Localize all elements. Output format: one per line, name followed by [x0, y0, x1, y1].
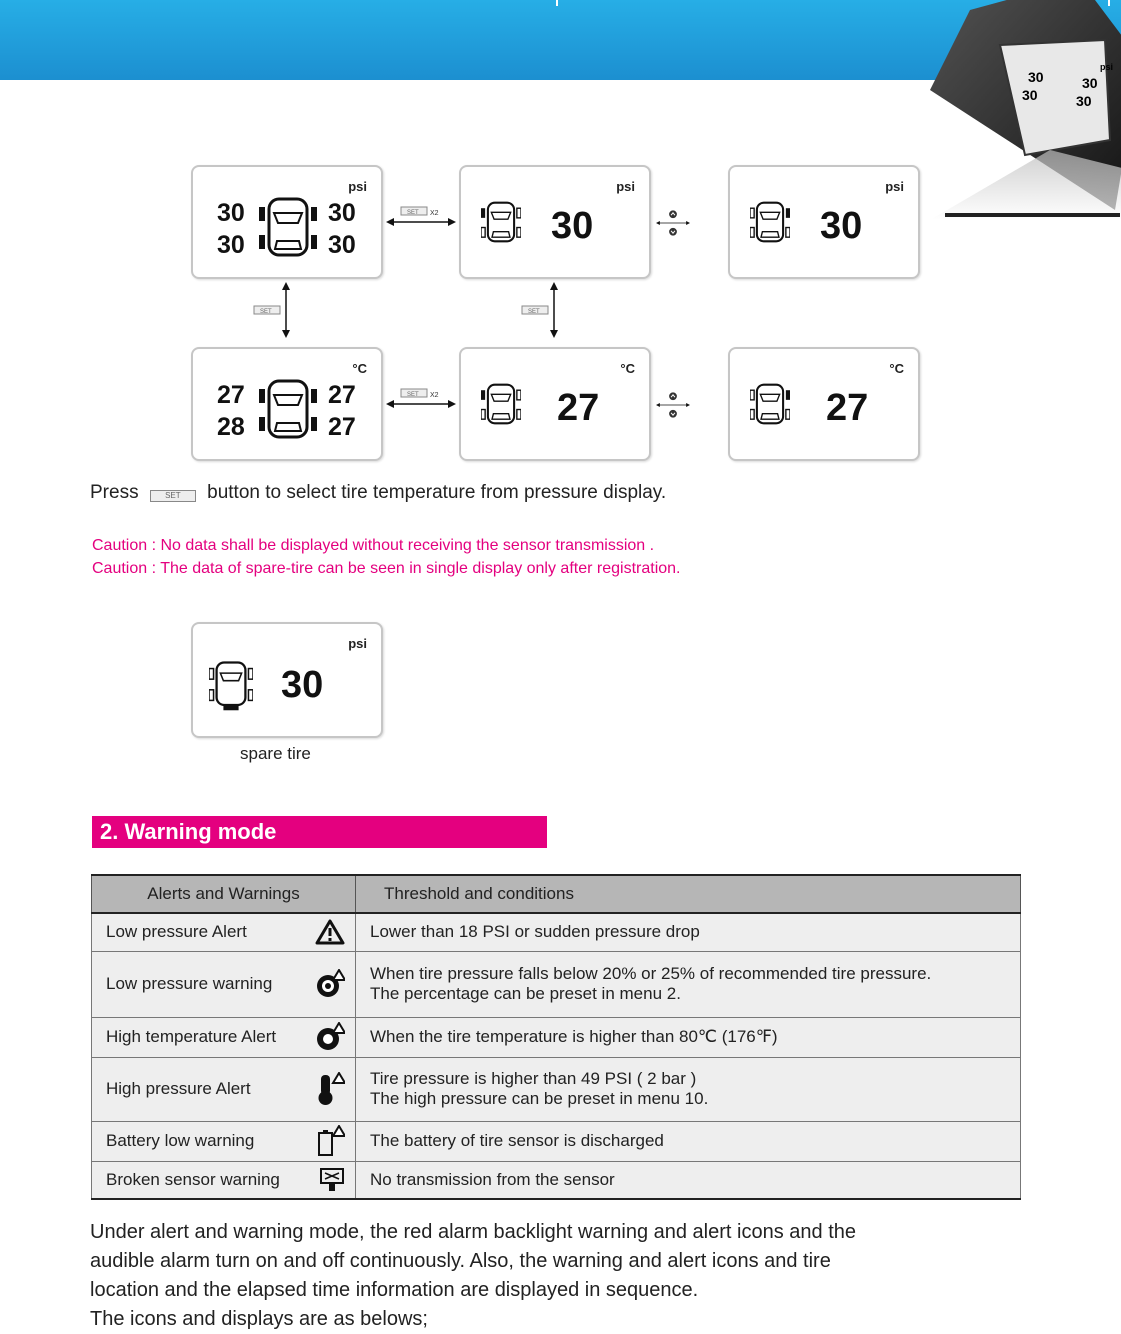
pressure-quad-screen [191, 165, 383, 279]
condition-cell: Lower than 18 PSI or sudden pressure drop [356, 913, 1021, 951]
up-down-arrow [656, 377, 690, 433]
unit-label: psi [348, 636, 367, 651]
condition-cell: When the tire temperature is higher than 80℃ (176℉) [356, 1017, 1021, 1057]
svg-text:SET: SET [407, 210, 419, 216]
up-down-arrow [656, 195, 690, 251]
svg-text:X2: X2 [430, 210, 439, 217]
condition-cell: Tire pressure is higher than 49 PSI ( 2 bar ) The high pressure can be preset in menu 10. [356, 1057, 1021, 1121]
device-value: 30 [1082, 75, 1098, 91]
pressure-single-screen [459, 165, 651, 279]
banner-divider [556, 0, 558, 6]
arrow-set-vertical [252, 282, 294, 338]
alert-name-cell [92, 913, 356, 951]
column-header: Alerts and Warnings [92, 875, 356, 913]
car-icon [209, 660, 253, 712]
table-row [92, 1121, 1021, 1161]
table-row [92, 1161, 1021, 1199]
temperature-single-screen [728, 347, 920, 461]
tire-value-rear-right: 27 [328, 413, 356, 441]
alert-name: Low pressure warning [106, 974, 273, 993]
alert-name: Battery low warning [106, 1131, 255, 1150]
spare-tire-screen [191, 622, 383, 738]
device-value: 30 [1076, 93, 1092, 109]
unit-label: psi [616, 179, 635, 194]
tire-warning-icon [315, 969, 345, 999]
table-header-row [92, 875, 1021, 913]
table-row [92, 1017, 1021, 1057]
tire-value-front-right: 27 [328, 381, 356, 409]
press-text-before: Press [90, 482, 139, 503]
unit-label: psi [348, 179, 367, 194]
alert-name: Low pressure Alert [106, 922, 247, 942]
spare-tire-caption: spare tire [240, 744, 311, 763]
device-unit: psi [1100, 62, 1114, 72]
car-icon [750, 381, 790, 427]
warning-mode-description: Under alert and warning mode, the red alarm backlight warning and alert icons and the audible alarm turn on and off continuously. Also, the warning and alert icons and tire location and the elapsed time information are displayed in sequence. The icons and displays are as belows; [90, 1221, 856, 1330]
warning-triangle-icon [315, 919, 345, 945]
unit-label: °C [620, 361, 635, 376]
arrow-set-x2 [386, 386, 456, 410]
tire-value-front-left: 27 [217, 381, 245, 409]
table-row [92, 951, 1021, 1017]
caution-text: Caution : No data shall be displayed without receiving the sensor transmission . [92, 537, 655, 554]
table-row [92, 1057, 1021, 1121]
tire-temperature-icon [315, 1022, 345, 1052]
svg-text:SET: SET [407, 392, 419, 398]
device-value: 30 [1028, 69, 1044, 85]
section-title: 2. Warning mode [92, 816, 547, 848]
set-button-icon: SET [150, 490, 196, 502]
alert-name-cell [92, 1017, 356, 1057]
thermometer-alert-icon [315, 1072, 345, 1106]
unit-label: psi [885, 179, 904, 194]
device-value: 30 [1022, 87, 1038, 103]
tire-value: 30 [281, 664, 324, 706]
alert-name-cell [92, 951, 356, 1017]
battery-alert-icon [315, 1125, 345, 1157]
temperature-quad-screen [191, 347, 383, 461]
tire-value-rear-right: 30 [328, 231, 356, 259]
alert-name: High temperature Alert [106, 1027, 277, 1046]
no-signal-icon [319, 1167, 345, 1193]
tire-value: 30 [820, 205, 863, 247]
alert-name-cell [92, 1121, 356, 1161]
unit-label: °C [889, 361, 904, 376]
car-icon [750, 199, 790, 245]
car-icon [259, 197, 317, 257]
car-icon [481, 199, 521, 245]
warning-table [91, 874, 1021, 1200]
car-icon [259, 379, 317, 439]
condition-cell: When tire pressure falls below 20% or 25% of recommended tire pressure. The percentage can be preset in menu 2. [356, 951, 1021, 1017]
condition-cell: No transmission from the sensor [356, 1161, 1021, 1199]
arrow-set-x2 [386, 204, 456, 228]
caution-text: Caution : The data of spare-tire can be seen in single display only after registration. [92, 560, 681, 577]
alert-name: Broken sensor warning [106, 1169, 280, 1189]
tire-value: 30 [551, 205, 594, 247]
svg-text:SET: SET [528, 309, 540, 315]
press-text-after: button to select tire temperature from pressure display. [207, 482, 667, 503]
pressure-single-screen [728, 165, 920, 279]
table-row [92, 913, 1021, 951]
alert-name-cell [92, 1161, 356, 1199]
car-icon [481, 381, 521, 427]
tire-value: 27 [557, 387, 600, 429]
arrow-set-vertical [520, 282, 562, 338]
alert-name: High pressure Alert [106, 1079, 251, 1098]
alert-name-cell [92, 1057, 356, 1121]
svg-text:X2: X2 [430, 392, 439, 399]
tire-value-front-right: 30 [328, 199, 356, 227]
tire-value-rear-left: 28 [217, 413, 245, 441]
tire-value-front-left: 30 [217, 199, 245, 227]
tire-value-rear-left: 30 [217, 231, 245, 259]
tpms-device-illustration [930, 0, 1121, 220]
column-header: Threshold and conditions [356, 875, 1021, 913]
temperature-single-screen [459, 347, 651, 461]
unit-label: °C [352, 361, 367, 376]
tire-value: 27 [826, 387, 869, 429]
press-instruction [90, 482, 666, 504]
svg-text:SET: SET [260, 309, 272, 315]
condition-cell: The battery of tire sensor is discharged [356, 1121, 1021, 1161]
